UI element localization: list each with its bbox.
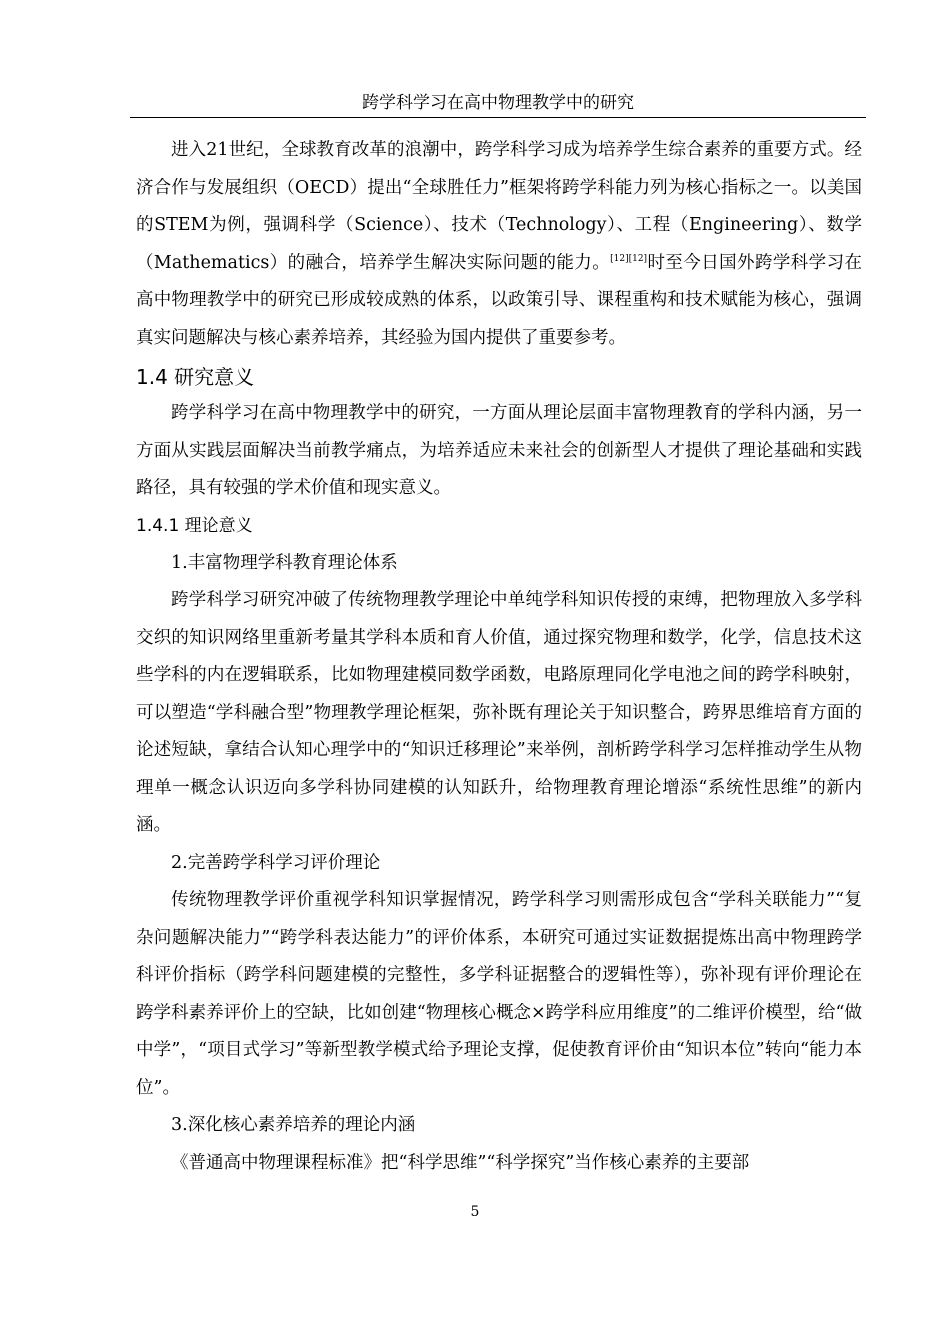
section-heading-1-4: 1.4 研究意义 xyxy=(136,365,255,389)
running-header: 跨学科学习在高中物理教学中的研究 xyxy=(362,93,634,113)
paragraph-intro xyxy=(136,132,862,357)
subsection-heading-1-4-1: 1.4.1 理论意义 xyxy=(136,515,253,536)
page-number: 5 xyxy=(470,1204,480,1220)
paragraph-significance: 跨学科学习在高中物理教学中的研究，一方面从理论层面丰富物理教育的学科内涵，另一方面从实践层面解决当前教学痛点，为培养适应未来社会的创新型人才提供了理论基础和实践路径，具有较强的学术价值和现实意义。 xyxy=(136,403,862,498)
list-item-2: 2.完善跨学科学习评价理论 xyxy=(171,852,381,873)
list-item-3: 3.深化核心素养培养的理论内涵 xyxy=(171,1115,416,1135)
citation-superscript: [12][12] xyxy=(610,253,648,264)
header-rule xyxy=(130,117,866,118)
paragraph-intro-text: 进入21世纪，全球教育改革的浪潮中，跨学科学习成为培养学生综合素养的重要方式。经济合作与发展组织（OECD）提出“全球胜任力”框架将跨学科能力列为核心指标之一。以美国的STEM为例，强调科学（Science）、技术（Technology）、工程（Engineering）、数学（Mathematics）的融合，培养学生解决实际问题的能力。 xyxy=(136,140,862,273)
paragraph-intro-continuation: 时至今日国外跨学科学习在高中物理教学中的研究已形成较成熟的体系，以政策引导、课程重构和技术赋能为核心，强调真实问题解决与核心素养培养，其经验为国内提供了重要参考。 xyxy=(136,252,863,348)
page-body xyxy=(136,132,862,1182)
paragraph-evaluation-theory: 传统物理教学评价重视学科知识掌握情况，跨学科学习则需形成包含“学科关联能力”“复杂问题解决能力”“跨学科表达能力”的评价体系，本研究可通过实证数据提炼出高中物理跨学科评价指标（跨学科问题建模的完整性，多学科证据整合的逻辑性等），弥补现有评价理论在跨学科素养评价上的空缺，比如创建“物理核心概念×跨学科应用维度”的二维评价模型，给“做中学”，“项目式学习”等新型教学模式给予理论支撑，促使教育评价由“知识本位”转向“能力本位”。 xyxy=(136,890,862,1098)
paragraph-core-literacy: 《普通高中物理课程标准》把“科学思维”“科学探究”当作核心素养的主要部 xyxy=(171,1152,750,1173)
paragraph-theory-system: 跨学科学习研究冲破了传统物理教学理论中单纯学科知识传授的束缚，把物理放入多学科交织的知识网络里重新考量其学科本质和育人价值，通过探究物理和数学，化学，信息技术这些学科的内在逻辑联系，比如物理建模同数学函数，电路原理同化学电池之间的跨学科映射，可以塑造“学科融合型”物理教学理论框架，弥补既有理论关于知识整合，跨界思维培育方面的论述短缺，拿结合认知心理学中的“知识迁移理论”来举例，剖析跨学科学习怎样推动学生从物理单一概念认识迈向多学科协同建模的认知跃升，给物理教育理论增添“系统性思维”的新内涵。 xyxy=(136,590,862,835)
list-item-1: 1.丰富物理学科教育理论体系 xyxy=(171,552,398,573)
